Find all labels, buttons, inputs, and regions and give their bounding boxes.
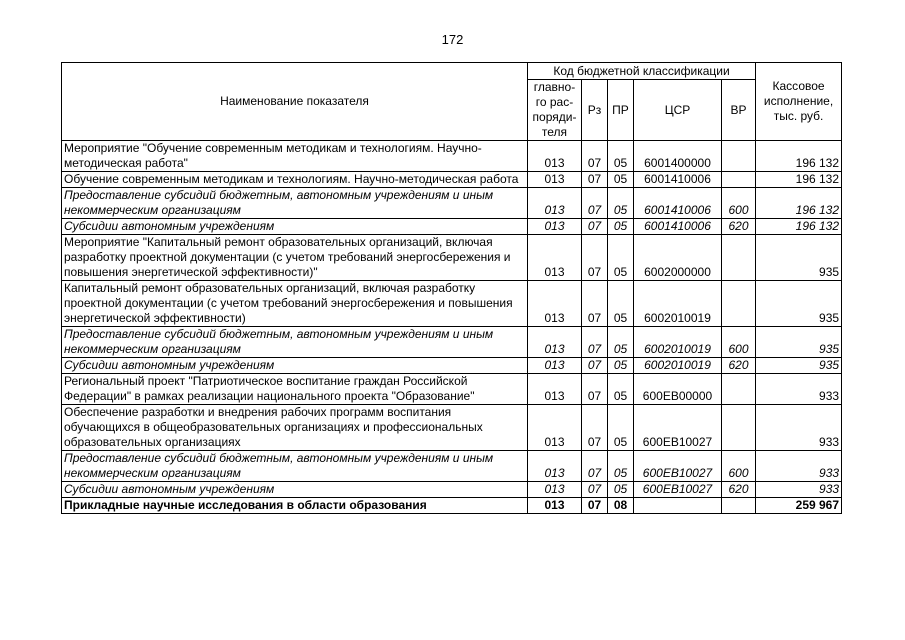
- header-glavny: главно-го рас-поряди-теля: [528, 80, 582, 141]
- row-csr-code: 600EB10027: [634, 482, 722, 498]
- row-rz-code: 07: [582, 219, 608, 235]
- row-name: Субсидии автономным учреждениям: [62, 482, 528, 498]
- row-vr-code: 620: [722, 219, 756, 235]
- row-pr-code: 05: [608, 451, 634, 482]
- row-csr-code: [634, 498, 722, 514]
- row-csr-code: 6002010019: [634, 358, 722, 374]
- row-glav-code: 013: [528, 405, 582, 451]
- row-vr-code: [722, 141, 756, 172]
- row-rz-code: 07: [582, 482, 608, 498]
- row-pr-code: 08: [608, 498, 634, 514]
- row-glav-code: 013: [528, 374, 582, 405]
- row-pr-code: 05: [608, 358, 634, 374]
- table-row: [62, 235, 842, 281]
- row-amount: 196 132: [756, 172, 842, 188]
- row-amount: 196 132: [756, 188, 842, 219]
- row-amount: 933: [756, 374, 842, 405]
- row-amount: 935: [756, 358, 842, 374]
- row-amount: 933: [756, 405, 842, 451]
- row-vr-code: [722, 281, 756, 327]
- row-csr-code: 6001410006: [634, 219, 722, 235]
- row-pr-code: 05: [608, 374, 634, 405]
- row-amount: 196 132: [756, 219, 842, 235]
- row-name: Обучение современным методикам и технологиям. Научно-методическая работа: [62, 172, 528, 188]
- row-name: Субсидии автономным учреждениям: [62, 219, 528, 235]
- row-csr-code: 600EB10027: [634, 405, 722, 451]
- row-name: Мероприятие "Обучение современным методикам и технологиям. Научно-методическая работа": [62, 141, 528, 172]
- table-row: [62, 172, 842, 188]
- row-csr-code: 6002000000: [634, 235, 722, 281]
- table-row: [62, 482, 842, 498]
- row-vr-code: [722, 235, 756, 281]
- header-vr: ВР: [722, 80, 756, 141]
- row-pr-code: 05: [608, 188, 634, 219]
- row-vr-code: 620: [722, 482, 756, 498]
- header-pr: ПР: [608, 80, 634, 141]
- table-row: [62, 358, 842, 374]
- table-row: [62, 141, 842, 172]
- row-vr-code: 600: [722, 451, 756, 482]
- row-glav-code: 013: [528, 235, 582, 281]
- row-pr-code: 05: [608, 281, 634, 327]
- row-name: Прикладные научные исследования в области образования: [62, 498, 528, 514]
- header-name: Наименование показателя: [62, 63, 528, 141]
- row-pr-code: 05: [608, 482, 634, 498]
- table-row: [62, 498, 842, 514]
- row-vr-code: [722, 498, 756, 514]
- row-name: Капитальный ремонт образовательных организаций, включая разработку проектной документации (с учетом требований энергосбережения и повышения энергетической эффективности): [62, 281, 528, 327]
- row-glav-code: 013: [528, 281, 582, 327]
- row-csr-code: 600EB00000: [634, 374, 722, 405]
- row-csr-code: 6001410006: [634, 188, 722, 219]
- row-glav-code: 013: [528, 358, 582, 374]
- row-amount: 935: [756, 281, 842, 327]
- row-vr-code: [722, 374, 756, 405]
- table-body: [62, 141, 842, 514]
- row-rz-code: 07: [582, 235, 608, 281]
- header-rz: Рз: [582, 80, 608, 141]
- row-glav-code: 013: [528, 141, 582, 172]
- row-glav-code: 013: [528, 188, 582, 219]
- row-rz-code: 07: [582, 281, 608, 327]
- row-glav-code: 013: [528, 482, 582, 498]
- row-amount: 935: [756, 235, 842, 281]
- row-vr-code: [722, 172, 756, 188]
- row-glav-code: 013: [528, 451, 582, 482]
- row-name: Предоставление субсидий бюджетным, автономным учреждениям и иным некоммерческим организациям: [62, 451, 528, 482]
- row-rz-code: 07: [582, 172, 608, 188]
- row-amount: 933: [756, 451, 842, 482]
- table-row: [62, 188, 842, 219]
- row-glav-code: 013: [528, 219, 582, 235]
- row-glav-code: 013: [528, 498, 582, 514]
- row-amount: 933: [756, 482, 842, 498]
- row-name: Предоставление субсидий бюджетным, автономным учреждениям и иным некоммерческим организациям: [62, 188, 528, 219]
- header-csr: ЦСР: [634, 80, 722, 141]
- row-csr-code: 600EB10027: [634, 451, 722, 482]
- row-name: Региональный проект "Патриотическое воспитание граждан Российской Федерации" в рамках реализации национального проекта "Образование": [62, 374, 528, 405]
- row-name: Мероприятие "Капитальный ремонт образовательных организаций, включая разработку проектной документации (с учетом требований энергосбережения и повышения энергетической эффективности)": [62, 235, 528, 281]
- row-rz-code: 07: [582, 498, 608, 514]
- row-name: Предоставление субсидий бюджетным, автономным учреждениям и иным некоммерческим организациям: [62, 327, 528, 358]
- table-row: [62, 451, 842, 482]
- row-pr-code: 05: [608, 172, 634, 188]
- row-rz-code: 07: [582, 327, 608, 358]
- row-vr-code: [722, 405, 756, 451]
- row-glav-code: 013: [528, 172, 582, 188]
- row-vr-code: 620: [722, 358, 756, 374]
- row-rz-code: 07: [582, 188, 608, 219]
- row-csr-code: 6002010019: [634, 281, 722, 327]
- row-csr-code: 6002010019: [634, 327, 722, 358]
- row-rz-code: 07: [582, 141, 608, 172]
- row-pr-code: 05: [608, 327, 634, 358]
- table-row: [62, 405, 842, 451]
- table-row: [62, 219, 842, 235]
- budget-table: [61, 62, 842, 514]
- row-rz-code: 07: [582, 358, 608, 374]
- row-amount: 935: [756, 327, 842, 358]
- row-rz-code: 07: [582, 451, 608, 482]
- header-amount: Кассовое исполнение, тыс. руб.: [756, 63, 842, 141]
- row-vr-code: 600: [722, 188, 756, 219]
- row-amount: 259 967: [756, 498, 842, 514]
- row-amount: 196 132: [756, 141, 842, 172]
- row-csr-code: 6001410006: [634, 172, 722, 188]
- row-pr-code: 05: [608, 219, 634, 235]
- row-rz-code: 07: [582, 405, 608, 451]
- table-row: [62, 327, 842, 358]
- row-csr-code: 6001400000: [634, 141, 722, 172]
- row-vr-code: 600: [722, 327, 756, 358]
- row-name: Субсидии автономным учреждениям: [62, 358, 528, 374]
- row-glav-code: 013: [528, 327, 582, 358]
- table-row: [62, 281, 842, 327]
- row-rz-code: 07: [582, 374, 608, 405]
- row-pr-code: 05: [608, 405, 634, 451]
- row-name: Обеспечение разработки и внедрения рабочих программ воспитания обучающихся в общеобразовательных организациях и профессиональных образовательных организациях: [62, 405, 528, 451]
- row-pr-code: 05: [608, 235, 634, 281]
- header-code-group: Код бюджетной классификации: [528, 63, 756, 80]
- row-pr-code: 05: [608, 141, 634, 172]
- page-number: 172: [441, 32, 464, 47]
- table-row: [62, 374, 842, 405]
